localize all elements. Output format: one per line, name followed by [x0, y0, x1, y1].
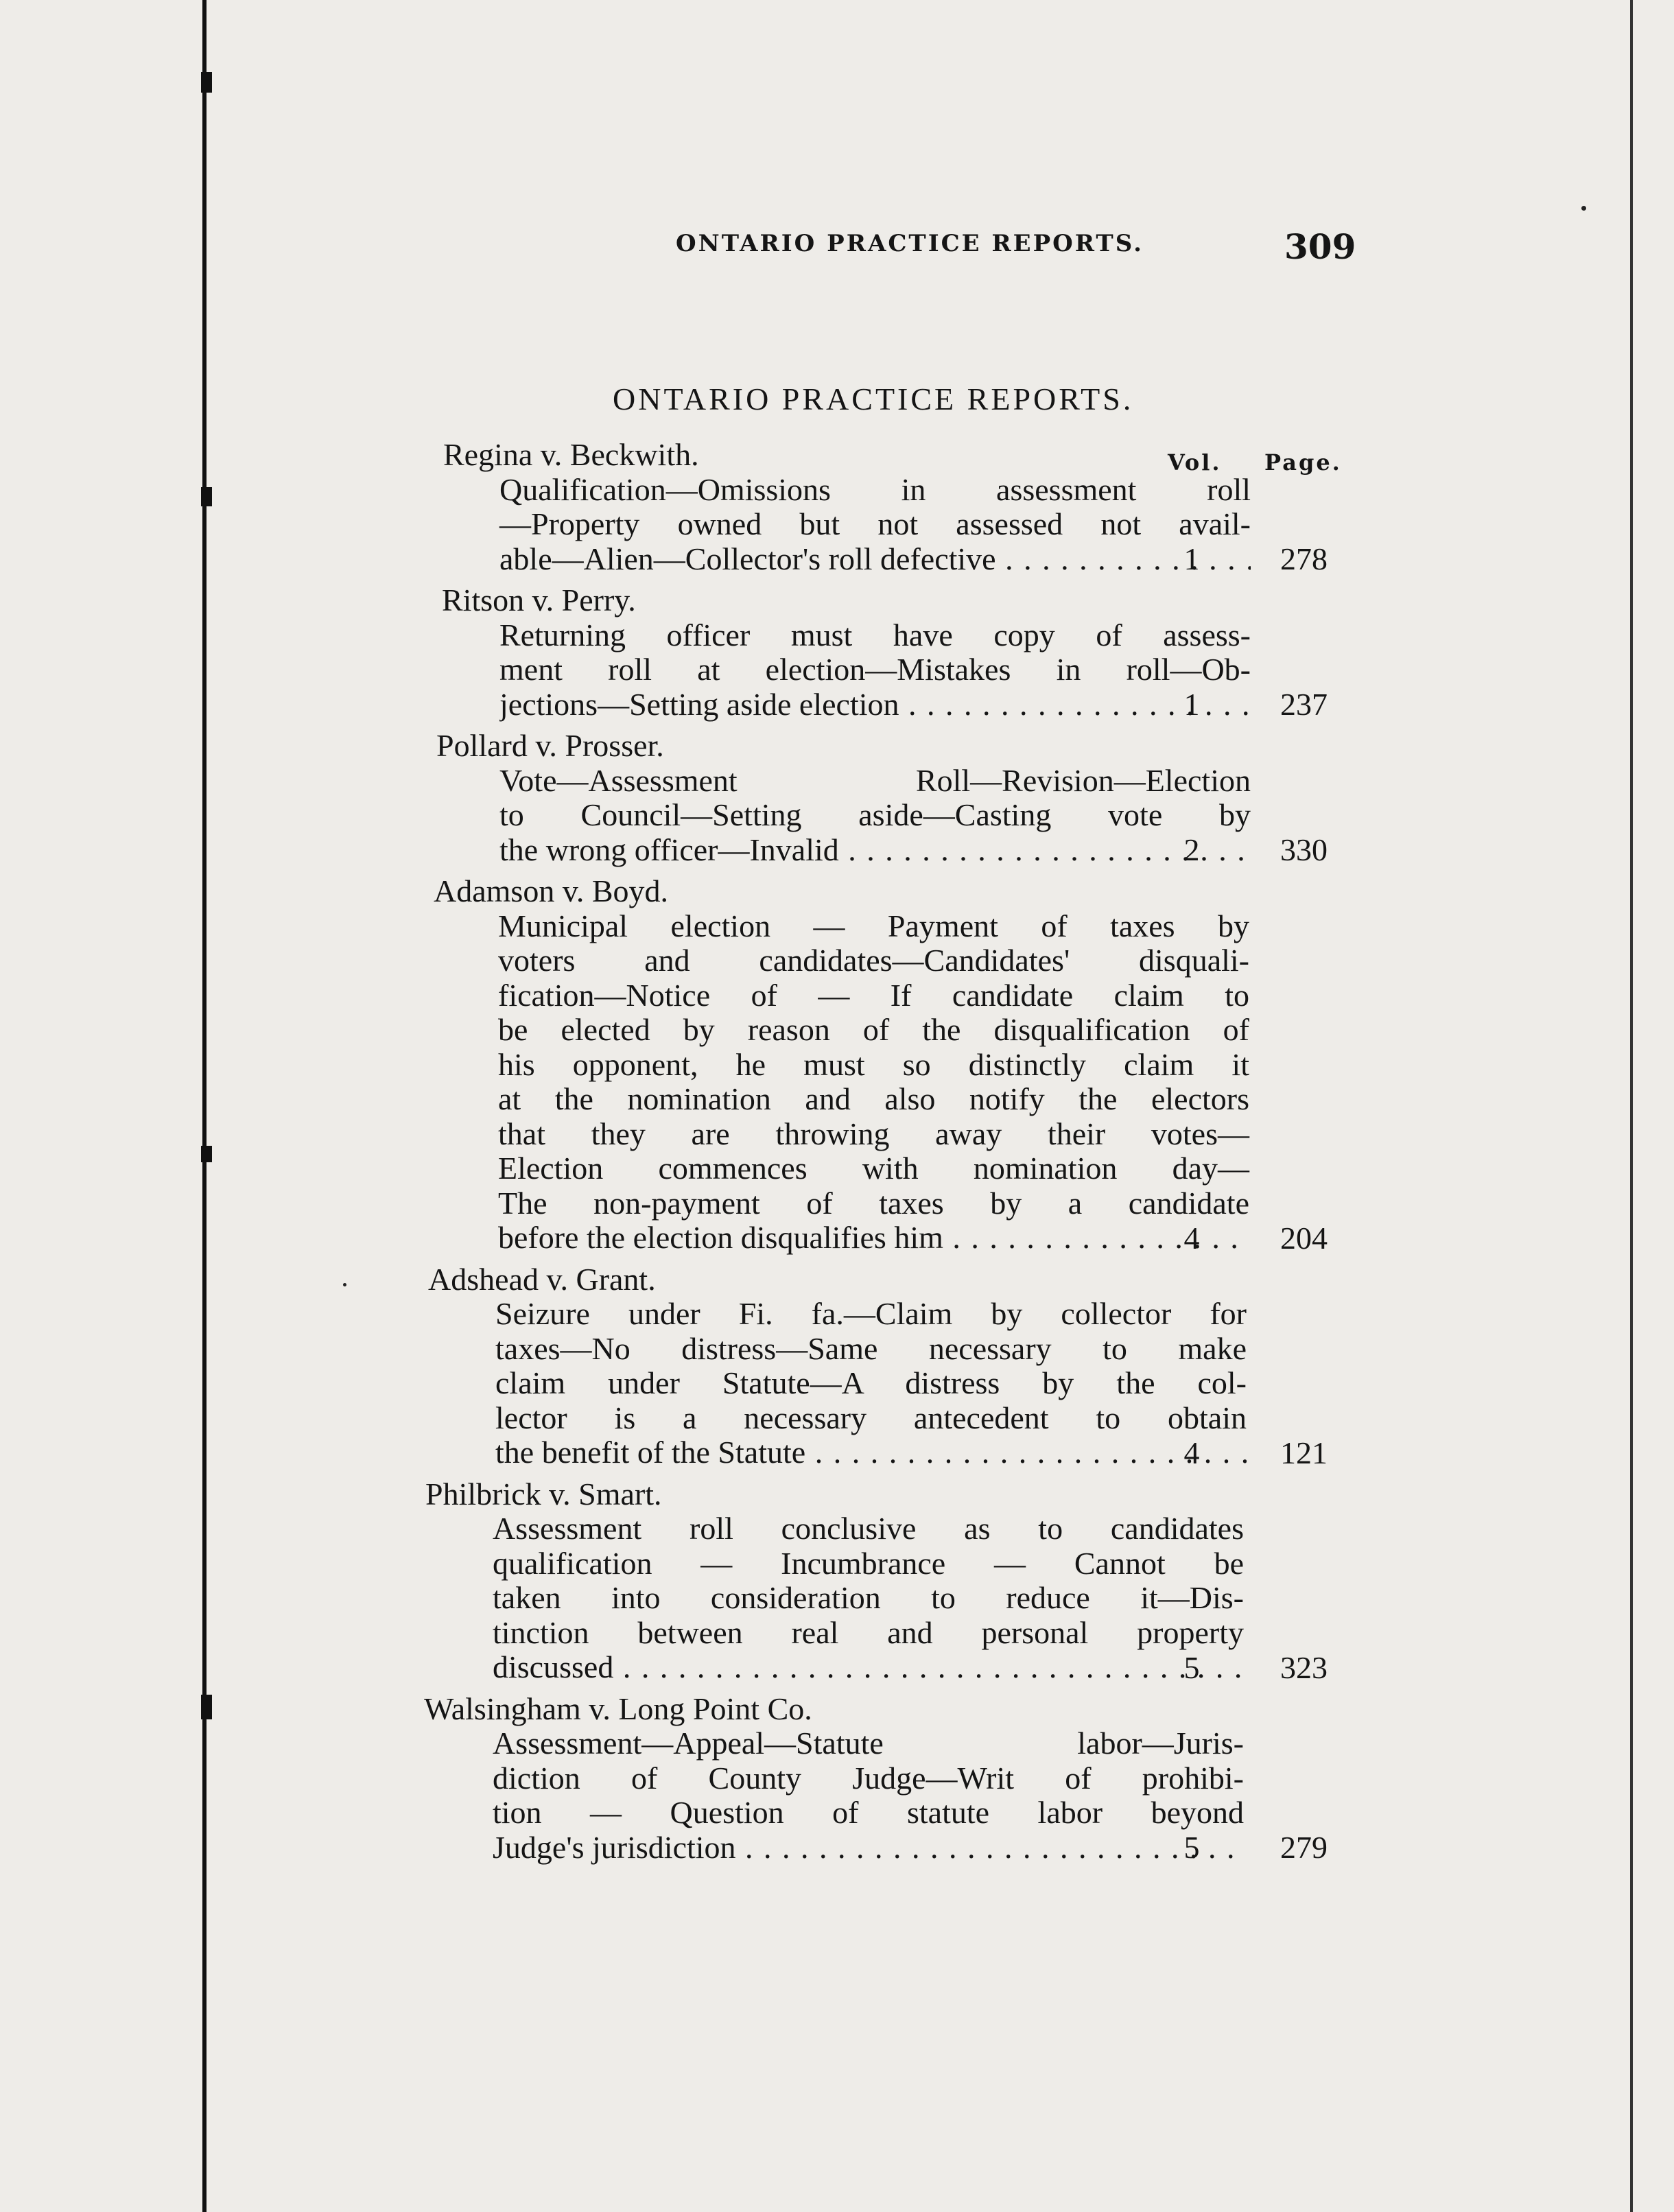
reference-row — [412, 1436, 1355, 1470]
description-line: taxes—No distress—Same necessary to make — [495, 1330, 1247, 1366]
ink-speck — [343, 1283, 346, 1286]
volume-number: 5 — [1183, 1830, 1200, 1865]
description-line: tinction between real and personal property — [493, 1614, 1244, 1650]
case-entries — [412, 438, 1355, 1865]
description-line: Judge's jurisdiction . . . — [493, 1831, 1244, 1866]
page-reference: 121 — [1280, 1435, 1328, 1470]
description-line: fication—Notice of — If candidate claim to — [498, 977, 1249, 1013]
description-line: at the nomination and also notify the electors — [498, 1081, 1249, 1116]
column-head-page: Page. — [1264, 449, 1342, 475]
description-line: his opponent, he must so distinctly claim it — [498, 1046, 1249, 1082]
reference-row — [412, 1221, 1355, 1256]
description-line: Returning officer must have copy of assess- — [499, 617, 1251, 652]
page-number: 309 — [1284, 226, 1356, 267]
case-description — [498, 909, 1249, 1256]
description-line: the wrong officer—Invalid . . . — [499, 833, 1251, 868]
description-line: qualification — Incumbrance — Cannot be — [493, 1545, 1244, 1581]
description-line: diction of County Judge—Writ of prohibi- — [493, 1760, 1244, 1796]
page-reference: 279 — [1280, 1830, 1328, 1865]
volume-number: 4 — [1183, 1435, 1200, 1470]
description-line: —Property owned but not assessed not avail- — [499, 506, 1251, 541]
page-reference: 278 — [1280, 541, 1328, 576]
volume-number: 4 — [1183, 1220, 1200, 1256]
binding-notch — [201, 1695, 212, 1719]
case-title: Pollard v. Prosser. — [436, 728, 664, 763]
running-head: ONTARIO PRACTICE REPORTS. — [676, 230, 1144, 257]
page-reference: 204 — [1280, 1220, 1328, 1256]
description-line: Seizure under Fi. fa.—Claim by collector for — [495, 1296, 1247, 1331]
volume-number: 1 — [1183, 687, 1200, 722]
binding-edge — [202, 0, 207, 2212]
description-line: Assessment—Appeal—Statute labor—Juris- — [493, 1726, 1244, 1761]
case-title: Adamson v. Boyd. — [434, 873, 669, 908]
page-reference: 323 — [1280, 1649, 1328, 1685]
reference-row — [412, 687, 1355, 722]
binding-notch — [201, 1146, 212, 1162]
description-line: Assessment roll conclusive as to candidates — [493, 1511, 1244, 1546]
reference-row — [412, 542, 1355, 576]
right-page-edge — [1630, 0, 1633, 2212]
description-line: The non-payment of taxes by a candidate — [498, 1185, 1249, 1221]
volume-number: 1 — [1183, 541, 1200, 576]
case-title: Walsingham v. Long Point Co. — [424, 1691, 812, 1726]
description-line: Vote—Assessment Roll—Revision—Election — [499, 762, 1251, 798]
description-line: to Council—Setting aside—Casting vote by — [499, 797, 1251, 832]
reference-row — [412, 1651, 1355, 1685]
description-line: Municipal election — Payment of taxes by — [498, 908, 1249, 943]
description-line: tion — Question of statute labor beyond — [493, 1795, 1244, 1830]
description-line: ment roll at election—Mistakes in roll—Ob- — [499, 652, 1251, 687]
description-line: jections—Setting aside election . . . — [499, 687, 1251, 722]
case-title: Philbrick v. Smart. — [425, 1476, 662, 1511]
description-line: lector is a necessary antecedent to obtain — [495, 1400, 1247, 1435]
volume-number: 2 — [1183, 832, 1200, 867]
page-reference: 330 — [1280, 832, 1328, 867]
description-line: voters and candidates—Candidates' disquali- — [498, 943, 1249, 978]
description-line: Qualification—Omissions in assessment roll — [499, 471, 1251, 507]
description-line: discussed . . . — [493, 1650, 1244, 1685]
description-line: that they are throwing away their votes— — [498, 1116, 1249, 1151]
case-title: Regina v. Beckwith. — [443, 437, 699, 472]
page-reference: 237 — [1280, 687, 1328, 722]
case-title: Adshead v. Grant. — [428, 1261, 656, 1297]
description-line: before the election disqualifies him . . . — [498, 1221, 1249, 1256]
reference-row — [412, 833, 1355, 867]
volume-number: 5 — [1183, 1649, 1200, 1685]
section-title: ONTARIO PRACTICE REPORTS. — [613, 381, 1134, 416]
description-line: the benefit of the Statute . . . — [495, 1435, 1247, 1470]
binding-notch — [201, 72, 212, 93]
description-line: able—Alien—Collector's roll defective . . . — [499, 542, 1251, 577]
column-head-vol: Vol. — [1168, 449, 1222, 475]
reference-row — [412, 1831, 1355, 1865]
description-line: Election commences with nomination day— — [498, 1151, 1249, 1186]
case-title: Ritson v. Perry. — [442, 583, 636, 617]
description-line: taken into consideration to reduce it—Dis- — [493, 1580, 1244, 1615]
description-line: be elected by reason of the disqualification of — [498, 1012, 1249, 1047]
binding-notch — [201, 487, 212, 506]
ink-speck — [1581, 206, 1586, 211]
description-line: claim under Statute—A distress by the col- — [495, 1365, 1247, 1400]
